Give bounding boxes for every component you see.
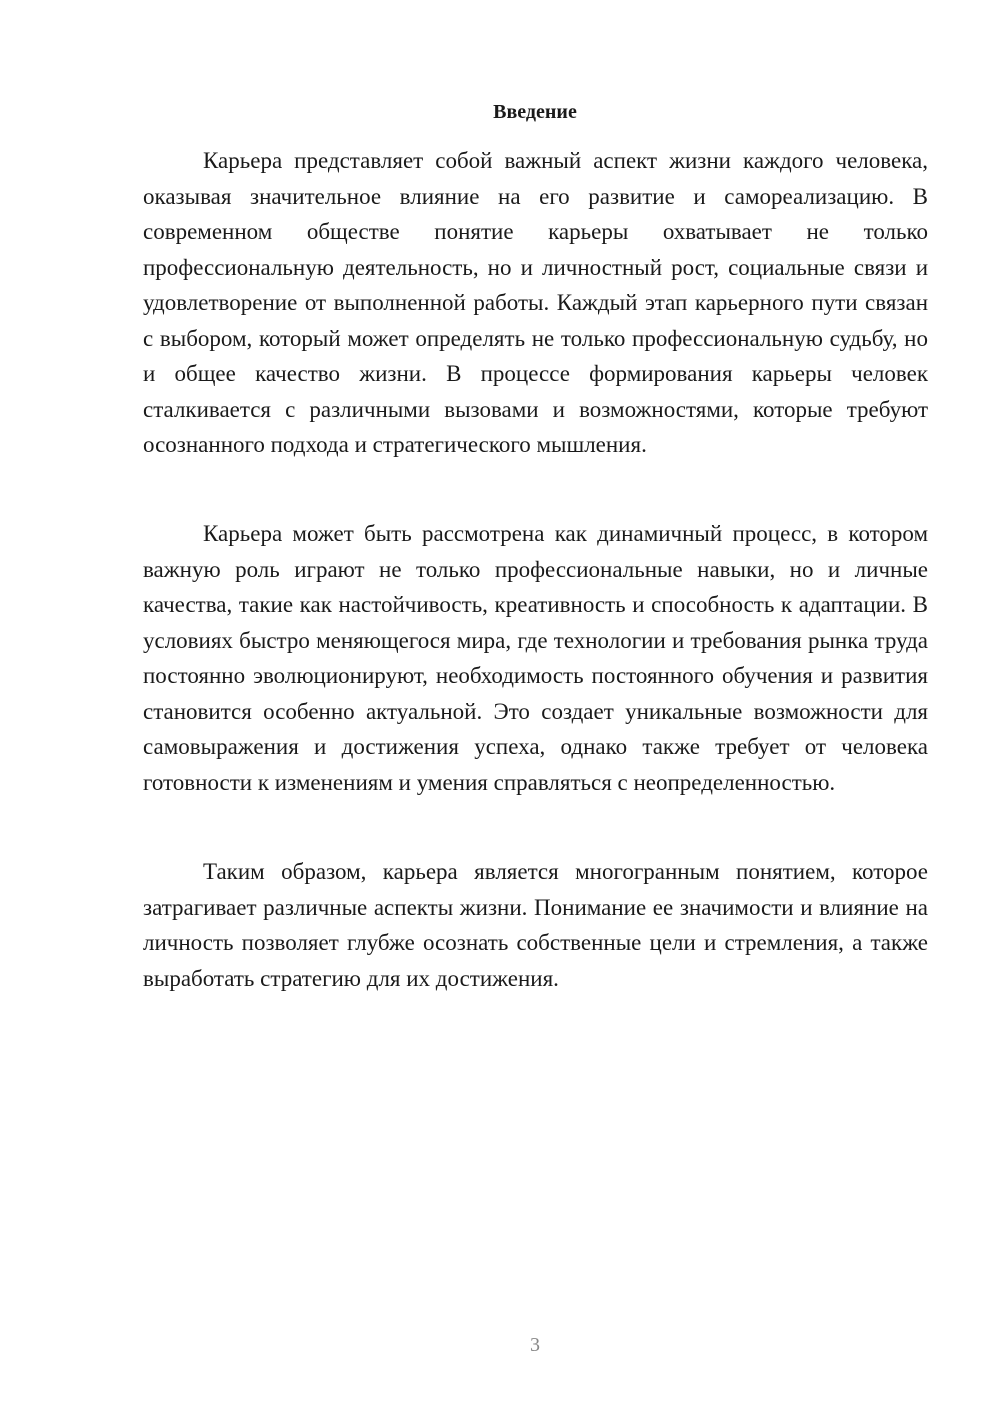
paragraph-1: Карьера представляет собой важный аспект жизни каждого человека, оказывая значительное влияние на его развитие и самореализацию. В современном обществе понятие карьеры охватывает не только профессиональную деятельность, но и личностный рост, социальные связи и удовлетворение от выполненной работы. Каждый этап карьерного пути связан с выбором, который может определять не только профессиональную судьбу, но и общее качество жизни. В процессе формирования карьеры человек сталкивается с различными вызовами и возможностями, которые требуют осознанного подхода и стратегического мышления. <box>143 148 928 457</box>
paragraph-2: Карьера может быть рассмотрена как динамичный процесс, в котором важную роль играют не только профессиональные навыки, но и личные качества, такие как настойчивость, креативность и способность к адаптации. В условиях быстро меняющегося мира, где технологии и требования рынка труда постоянно эволюционируют, необходимость постоянного обучения и развития становится особенно актуальной. Это создает уникальные возможности для самовыражения и достижения успеха, однако также требует от человека готовности к изменениям и умения справляться с неопределенностью. <box>143 521 928 795</box>
paragraph-3: Таким образом, карьера является многогранным понятием, которое затрагивает различные аспекты жизни. Понимание ее значимости и влияние на личность позволяет глубже осознать собственные цели и стремления, а также выработать стратегию для их достижения. <box>143 859 928 991</box>
page-number: 3 <box>530 1334 540 1356</box>
section-heading: Введение <box>493 101 577 123</box>
